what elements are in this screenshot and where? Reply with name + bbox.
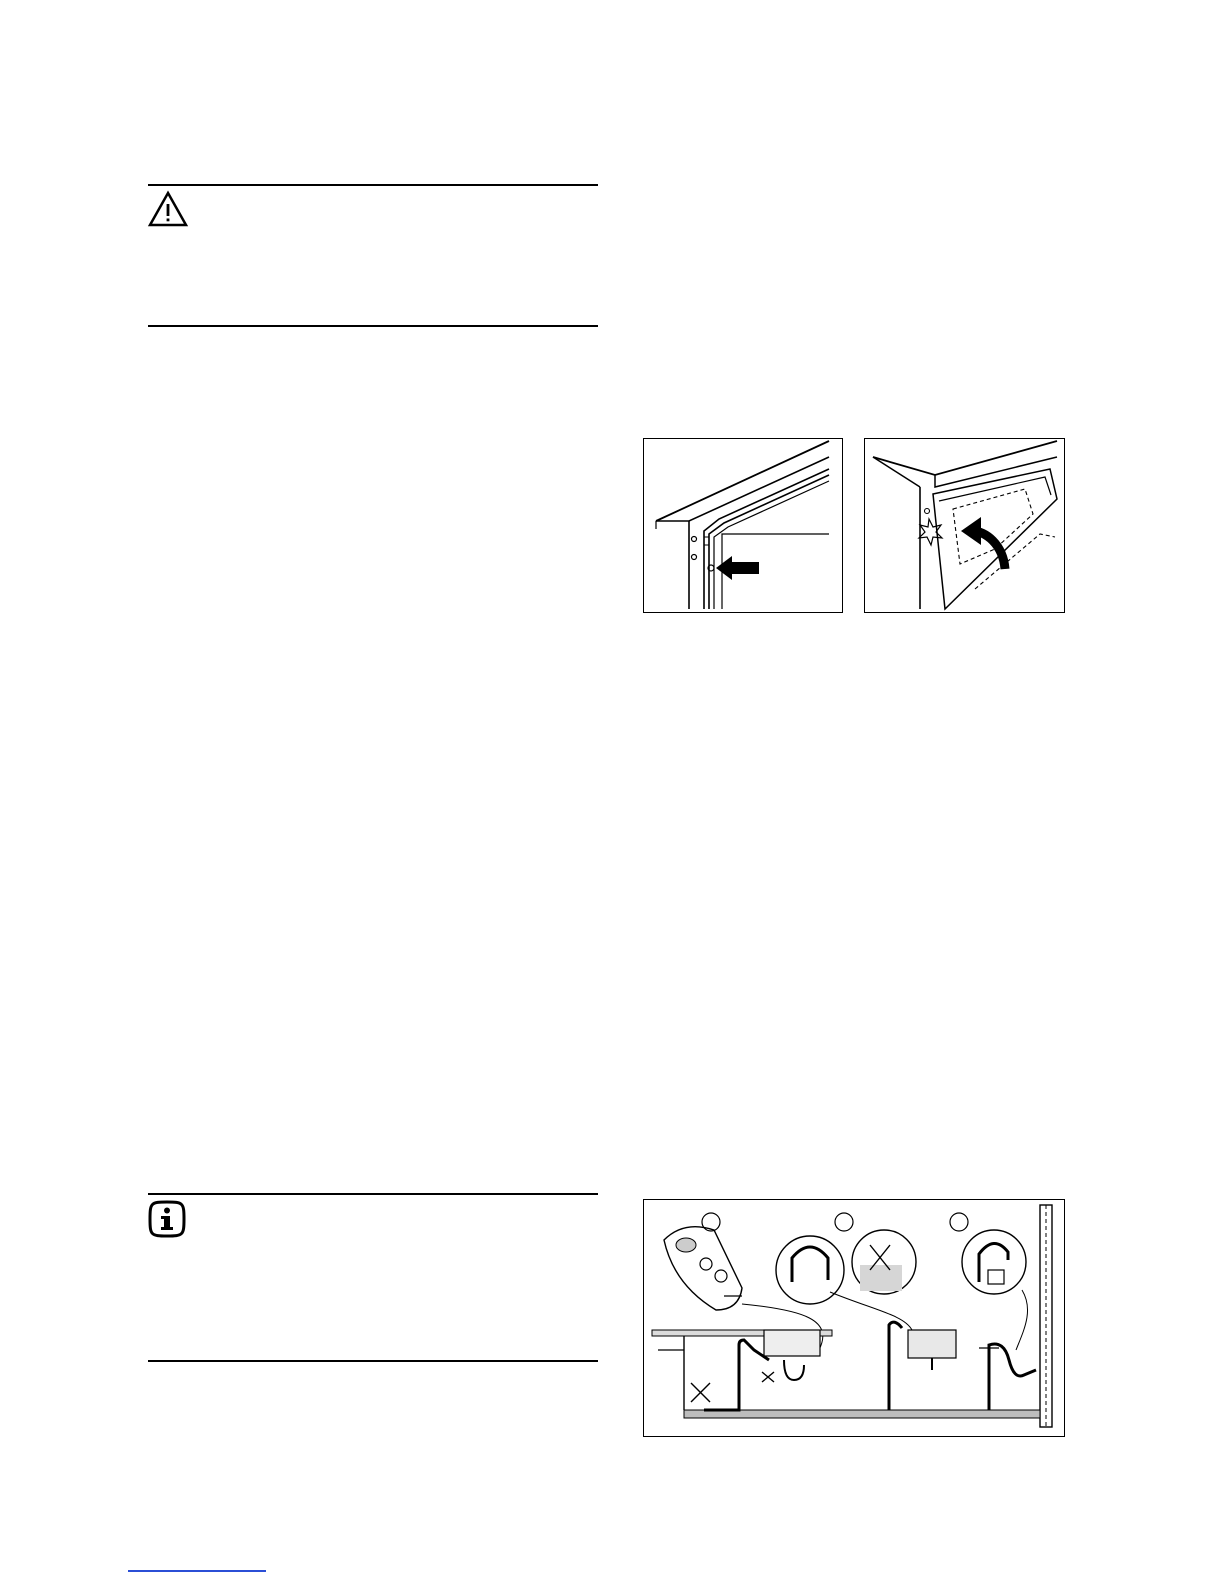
info-bottom-rule — [148, 1360, 598, 1362]
info-top-rule — [148, 1193, 598, 1195]
footer-link-underline[interactable] — [128, 1570, 266, 1572]
door-hinge-figure-right — [864, 438, 1065, 613]
warning-triangle-icon — [147, 190, 189, 228]
door-hinge-figure-left — [643, 438, 843, 613]
info-icon — [147, 1199, 187, 1239]
drain-connection-figure — [643, 1199, 1065, 1437]
warning-top-rule — [148, 184, 598, 186]
warning-bottom-rule — [148, 325, 598, 327]
